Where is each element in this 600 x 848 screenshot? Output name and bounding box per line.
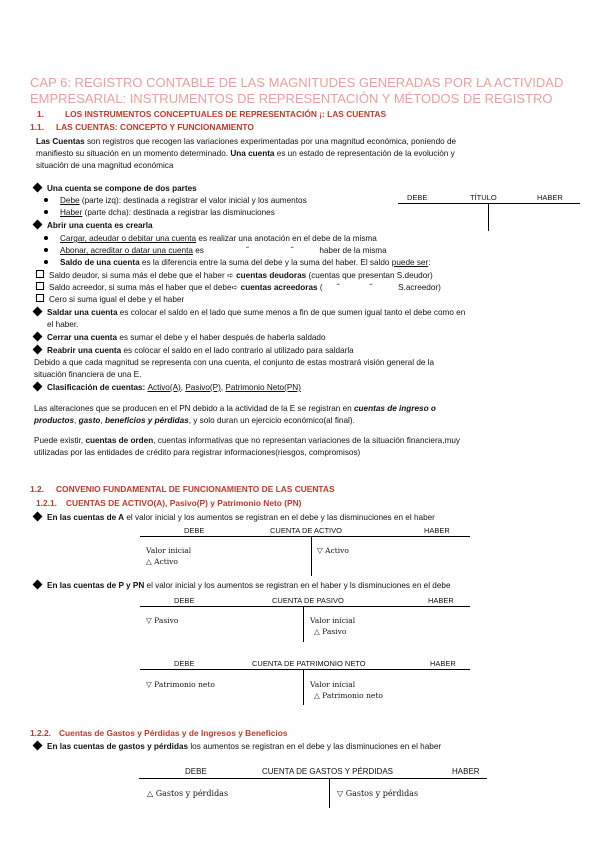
- body-list: [34, 183, 574, 483]
- pasivo-haber-line-1: Valor inicial: [310, 616, 356, 625]
- gastos-hline: [139, 778, 487, 779]
- section-1-1-title: LAS CUENTAS: CONCEPTO Y FUNCIONAMIENTO: [56, 122, 254, 132]
- gastos-haber-line-1: ▽ Gastos y pérdidas: [337, 789, 419, 798]
- reabrir-item: Reabrir una cuenta es colocar el saldo en el lado contrario al utilizado para saldarla: [34, 345, 354, 356]
- debido-line-1: Debido a que cada magnitud se representa con una cuenta, el conjunto de estas mostrará visión general de la: [34, 358, 435, 367]
- diamond-bullet-icon: [33, 512, 43, 522]
- activo-vline: [311, 536, 312, 576]
- gastos-bullet: En las cuentas de gastos y pérdidas los aumentos se registran en el debe y las disminuciones en el haber: [34, 741, 441, 752]
- pasivo-haber: HABER: [428, 596, 454, 605]
- activo-debe-line-1: Valor inicial: [146, 546, 192, 555]
- dot-bullet-icon: [44, 236, 48, 240]
- arrow-icon: ➪: [231, 283, 239, 292]
- debido-line-2: situación financiera de una E.: [34, 370, 142, 379]
- pn-vline: [303, 669, 304, 705]
- gastos-haber: HABER: [452, 767, 480, 776]
- cargar-item: Cargar, adeudar o debitar una cuenta es realizar una anotación en el debe de la misma: [44, 233, 377, 244]
- pasivo-debe-line-1: ▽ Pasivo: [146, 616, 179, 625]
- gastos-debe-line-1: △ Gastos y pérdidas: [147, 789, 229, 798]
- cerrar-item: Cerrar una cuenta es sumar el debe y el haber después de haberla saldado: [34, 332, 326, 343]
- page-title: CAP 6: REGISTRO CONTABLE DE LAS MAGNITUDES GENERADAS POR LA ACTIVIDAD EMPRESARIAL: INSTRUMENTOS DE REPRESENTACIÓN Y MÉTODOS DE REGISTRO: [30, 75, 564, 106]
- diamond-bullet-icon: [33, 332, 43, 342]
- dot-bullet-icon: [44, 198, 48, 202]
- diamond-bullet-icon: [33, 382, 43, 392]
- pn-debe-line-1: ▽ Patrimonio neto: [146, 680, 215, 689]
- orden-line-2: utilizadas por las entidades de crédito para registrar informaciones(riesgos, compromisos): [34, 448, 361, 457]
- diamond-bullet-icon: [33, 580, 43, 590]
- pn-titulo: CUENTA DE PATRIMONIO NETO: [252, 659, 366, 668]
- checkbox-bullet-icon: [36, 294, 44, 302]
- abrir-item: Abrir una cuenta es crearla: [34, 220, 153, 231]
- pn-haber: HABER: [430, 659, 456, 668]
- pn-haber-line-1: Valor inicial: [310, 680, 356, 689]
- pasivo-debe: DEBE: [174, 596, 195, 605]
- diamond-bullet-icon: [33, 183, 43, 193]
- t-account-titulo: TÍTULO: [470, 193, 497, 202]
- dot-bullet-icon: [44, 210, 48, 214]
- gastos-titulo: CUENTA DE GASTOS Y PÉRDIDAS: [262, 767, 393, 776]
- debe-item: Debe (parte izq): destinada a registrar el valor inicial y los aumentos: [44, 195, 307, 206]
- saldo-cero-item: Cero si suma igual el debe y el haber: [36, 294, 184, 305]
- arrow-icon: ➪: [226, 271, 234, 280]
- pn-hline: [140, 669, 470, 670]
- checkbox-bullet-icon: [36, 282, 44, 290]
- section-1-2-1-title: CUENTAS DE ACTIVO(A), Pasivo(P) y Patrimonio Neto (PN): [66, 498, 302, 508]
- intro-paragraph: Las Cuentas son registros que recogen las variaciones experimentadas por una magnitud económica, poniendo de manifiesto su situación en un momento determinado. Una cuenta es un estado de representación de la evolución y situación de una magnitud económica: [36, 137, 457, 170]
- alteraciones-line-2: productos, gasto, beneficios y pérdidas, y solo duran un ejercicio económico(al final).: [34, 416, 355, 425]
- activo-debe-line-2: △ Activo: [146, 557, 178, 566]
- diamond-bullet-icon: [33, 345, 43, 355]
- pasivo-titulo: CUENTA DE PASIVO: [272, 596, 344, 605]
- section-1-2-2-title: Cuentas de Gastos y Pérdidas y de Ingresos y Beneficios: [59, 728, 288, 738]
- diamond-bullet-icon: [33, 220, 43, 230]
- pasivo-hline: [140, 606, 470, 607]
- section-1-2-title: CONVENIO FUNDAMENTAL DE FUNCIONAMIENTO DE LAS CUENTAS: [56, 484, 335, 494]
- saldo-deudor-item: Saldo deudor, si suma más el debe que el haber ➪ cuentas deudoras (cuentas que presentan S.deudor): [36, 270, 433, 281]
- pasivo-haber-line-2: △ Pasivo: [314, 627, 347, 636]
- saldo-acreedor-item: Saldo acreedor, si suma más el haber que el debe➪ cuentas acreedoras ( ˝ ˝ S.acreedor): [36, 282, 441, 293]
- section-1-1-number: 1.1.: [30, 122, 44, 132]
- orden-line-1: Puede existir, cuentas de orden, cuentas informativas que no representan variaciones de la situación financiera,muy: [34, 436, 460, 445]
- activo-haber-line-1: ▽ Activo: [317, 546, 349, 555]
- abonar-item: Abonar, acreditar o datar una cuenta es ˝ ˝ haber de la misma: [44, 245, 387, 256]
- section-1-2-2-number: 1.2.2.: [30, 728, 51, 738]
- section-1-number: 1.: [37, 109, 44, 119]
- haber-item: Haber (parte dcha): destinada a registrar las disminuciones: [44, 207, 275, 218]
- pn-haber-line-2: △ Patrimonio neto: [314, 691, 383, 700]
- alteraciones-line-1: Las alteraciones que se producen en el PN debido a la actividad de la E se registran en cuentas de ingreso o: [34, 404, 436, 413]
- gastos-debe: DEBE: [185, 767, 207, 776]
- section-1-title: LOS INSTRUMENTOS CONCEPTUALES DE REPRESENTACIÓN ¡: LAS CUENTAS: [65, 109, 387, 119]
- activo-titulo: CUENTA DE ACTIVO: [270, 526, 342, 535]
- dot-bullet-icon: [44, 248, 48, 252]
- pn-debe: DEBE: [174, 659, 195, 668]
- activo-hline: [140, 536, 470, 537]
- diamond-bullet-icon: [33, 307, 43, 317]
- saldo-item: Saldo de una cuenta es la diferencia entre la suma del debe y la suma del haber. El saldo puede ser:: [44, 257, 430, 268]
- saldar-item: Saldar una cuenta es colocar el saldo en el lado que sume menos a fin de que sumen igual tanto el debe como en: [34, 307, 465, 318]
- gastos-vline: [329, 778, 330, 808]
- dot-bullet-icon: [44, 260, 48, 264]
- pasivo-vline: [303, 606, 304, 642]
- activo-bullet: En las cuentas de A el valor inicial y los aumentos se registran en el debe y las disminuciones en el haber: [34, 512, 435, 523]
- t-account-debe: DEBE: [407, 193, 428, 202]
- t-account-haber: HABER: [537, 193, 563, 202]
- activo-haber: HABER: [424, 526, 450, 535]
- clasificacion-item: Clasificación de cuentas: Activo(A), Pasivo(P), Patrimonio Neto(PN): [34, 382, 301, 393]
- pasivo-bullet: En las cuentas de P y PN el valor inicial y los aumentos se registran en el haber y ls disminuciones en el debe: [34, 580, 451, 591]
- section-1-2-1-number: 1.2.1.: [36, 498, 57, 508]
- checkbox-bullet-icon: [36, 270, 44, 278]
- section-1-2-number: 1.2.: [30, 484, 44, 494]
- diamond-bullet-icon: [33, 741, 43, 751]
- saldar-item-cont: el haber.: [47, 320, 79, 329]
- partes-item: Una cuenta se compone de dos partes: [34, 183, 197, 194]
- activo-debe: DEBE: [184, 526, 205, 535]
